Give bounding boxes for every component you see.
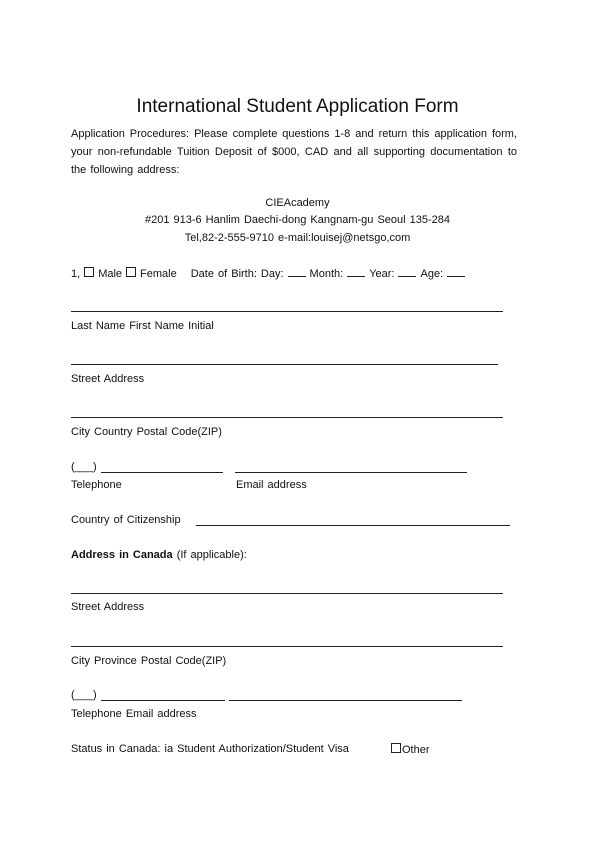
phone-area-code: (___) bbox=[71, 461, 97, 473]
other-checkbox[interactable] bbox=[391, 743, 401, 753]
citizenship-field[interactable] bbox=[196, 525, 510, 526]
day-field[interactable] bbox=[288, 267, 306, 277]
name-label: Last Name First Name Initial bbox=[71, 320, 214, 332]
city-country-field[interactable] bbox=[71, 417, 503, 418]
name-field[interactable] bbox=[71, 311, 503, 312]
school-name: CIEAcademy bbox=[265, 197, 330, 209]
canada-city-field[interactable] bbox=[71, 646, 503, 647]
street-address-label: Street Address bbox=[71, 373, 145, 385]
canada-address-heading bbox=[71, 549, 247, 561]
age-field[interactable] bbox=[447, 267, 465, 277]
city-country-label: City Country Postal Code(ZIP) bbox=[71, 426, 222, 438]
canada-street-field[interactable] bbox=[71, 593, 503, 594]
canada-email-field[interactable] bbox=[229, 700, 462, 701]
canada-phone-email-label: Telephone Email address bbox=[71, 708, 197, 720]
age-label: Age: bbox=[420, 268, 444, 280]
email-field[interactable] bbox=[235, 472, 467, 473]
day-label: Day: bbox=[260, 268, 284, 280]
status-other-option bbox=[391, 743, 430, 756]
date-of-birth-label: Date of Birth: bbox=[190, 268, 257, 280]
application-procedures-text: Application Procedures: Please complete questions 1-8 and return this application form, your non-refundable Tuition Deposit of $000, CAD and all supporting documentation to the following address: bbox=[71, 128, 517, 176]
canada-city-label: City Province Postal Code(ZIP) bbox=[71, 655, 227, 667]
month-field[interactable] bbox=[347, 267, 365, 277]
street-address-field[interactable] bbox=[71, 364, 498, 365]
question-number: 1, bbox=[71, 268, 81, 280]
month-label: Month: bbox=[309, 268, 344, 280]
canada-address-note: (If applicable): bbox=[176, 549, 247, 561]
citizenship-label: Country of Citizenship bbox=[71, 514, 181, 526]
female-label: Female bbox=[140, 268, 177, 280]
canada-street-label: Street Address bbox=[71, 601, 145, 613]
status-label: Status in Canada: ia Student Authorization/Student Visa bbox=[71, 743, 349, 755]
canada-phone-area-code: (___) bbox=[71, 689, 97, 701]
question-1-row bbox=[71, 267, 465, 280]
male-label: Male bbox=[98, 268, 123, 280]
email-label: Email address bbox=[236, 479, 307, 491]
canada-address-title: Address in Canada bbox=[71, 549, 173, 561]
male-checkbox[interactable] bbox=[84, 267, 94, 277]
telephone-field[interactable] bbox=[101, 472, 223, 473]
female-checkbox[interactable] bbox=[126, 267, 136, 277]
other-label: Other bbox=[402, 744, 430, 756]
year-field[interactable] bbox=[398, 267, 416, 277]
school-contact: Tel,82-2-555-9710 e-mail:louisej@netsgo,com bbox=[184, 232, 411, 244]
telephone-label: Telephone bbox=[71, 479, 122, 491]
school-street-address: #201 913-6 Hanlim Daechi-dong Kangnam-gu Seoul 135-284 bbox=[144, 214, 451, 226]
canada-telephone-field[interactable] bbox=[101, 700, 225, 701]
year-label: Year: bbox=[369, 268, 395, 280]
form-title: International Student Application Form bbox=[136, 96, 459, 117]
